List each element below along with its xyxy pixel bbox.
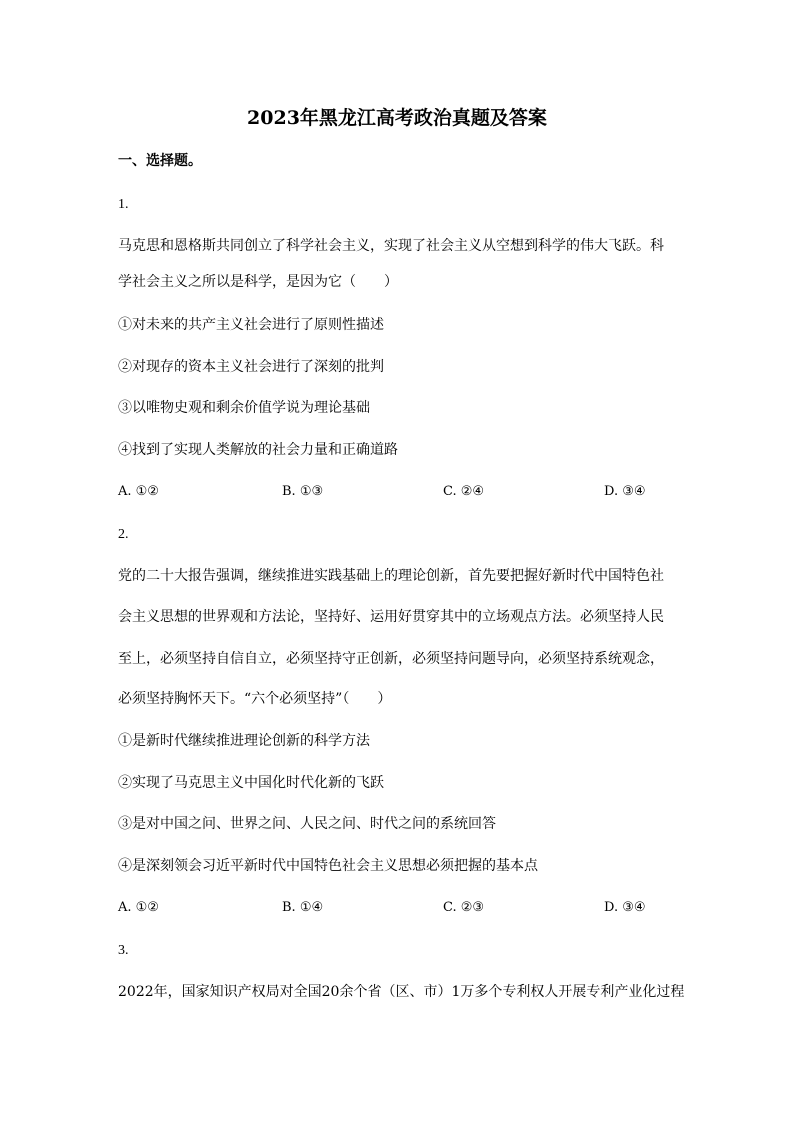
question-1-statement-3: ③以唯物史观和剩余价值学说为理论基础: [118, 400, 370, 416]
question-2-stem-line-4: 必须坚持胸怀天下。“六个必须坚持”（ ）: [118, 691, 392, 707]
question-2-statement-2: ②实现了马克思主义中国化时代化新的飞跃: [118, 775, 384, 791]
question-3-stem-line-1: 2022年，国家知识产权局对全国20余个省（区、市）1万多个专利权人开展专利产业化过程: [118, 984, 685, 1000]
question-2-statement-3: ③是对中国之问、世界之问、人民之问、时代之问的系统回答: [118, 816, 496, 832]
question-1-statement-2: ②对现存的资本主义社会进行了深刻的批判: [118, 359, 384, 375]
question-2-statement-1: ①是新时代继续推进理论创新的科学方法: [118, 733, 370, 749]
question-2-number: 2.: [118, 527, 129, 542]
question-2-options: [118, 898, 678, 918]
document-title: 2023年黑龙江高考政治真题及答案: [247, 107, 547, 129]
question-1-stem-line-1: 马克思和恩格斯共同创立了科学社会主义，实现了社会主义从空想到科学的伟大飞跃。科: [118, 238, 664, 254]
question-1-option-c[interactable]: C. ②④: [443, 484, 485, 499]
question-2-stem-line-2: 会主义思想的世界观和方法论，坚持好、运用好贯穿其中的立场观点方法。必须坚持人民: [118, 609, 664, 625]
question-1-option-b[interactable]: B. ①③: [282, 484, 324, 499]
question-2-option-c[interactable]: C. ②③: [443, 900, 485, 915]
question-1-statement-1: ①对未来的共产主义社会进行了原则性描述: [118, 317, 384, 333]
question-2-statement-4: ④是深刻领会习近平新时代中国特色社会主义思想必须把握的基本点: [118, 858, 538, 874]
question-2-option-b[interactable]: B. ①④: [282, 900, 324, 915]
question-1-number: 1.: [118, 197, 129, 212]
question-3-number: 3.: [118, 943, 129, 958]
question-1-statement-4: ④找到了实现人类解放的社会力量和正确道路: [118, 442, 398, 458]
question-2-option-d[interactable]: D. ③④: [604, 900, 646, 915]
question-1-option-a[interactable]: A. ①②: [118, 484, 159, 499]
section-heading: 一、选择题。: [118, 153, 202, 169]
question-1-options: [118, 482, 678, 502]
question-2-option-a[interactable]: A. ①②: [118, 900, 159, 915]
question-1-option-d[interactable]: D. ③④: [604, 484, 646, 499]
question-2-stem-line-1: 党的二十大报告强调，继续推进实践基础上的理论创新，首先要把握好新时代中国特色社: [118, 568, 664, 584]
question-1-stem-line-2: 学社会主义之所以是科学，是因为它（ ）: [118, 274, 398, 290]
question-2-stem-line-3: 至上，必须坚持自信自立，必须坚持守正创新，必须坚持问题导向，必须坚持系统观念，: [118, 651, 664, 667]
